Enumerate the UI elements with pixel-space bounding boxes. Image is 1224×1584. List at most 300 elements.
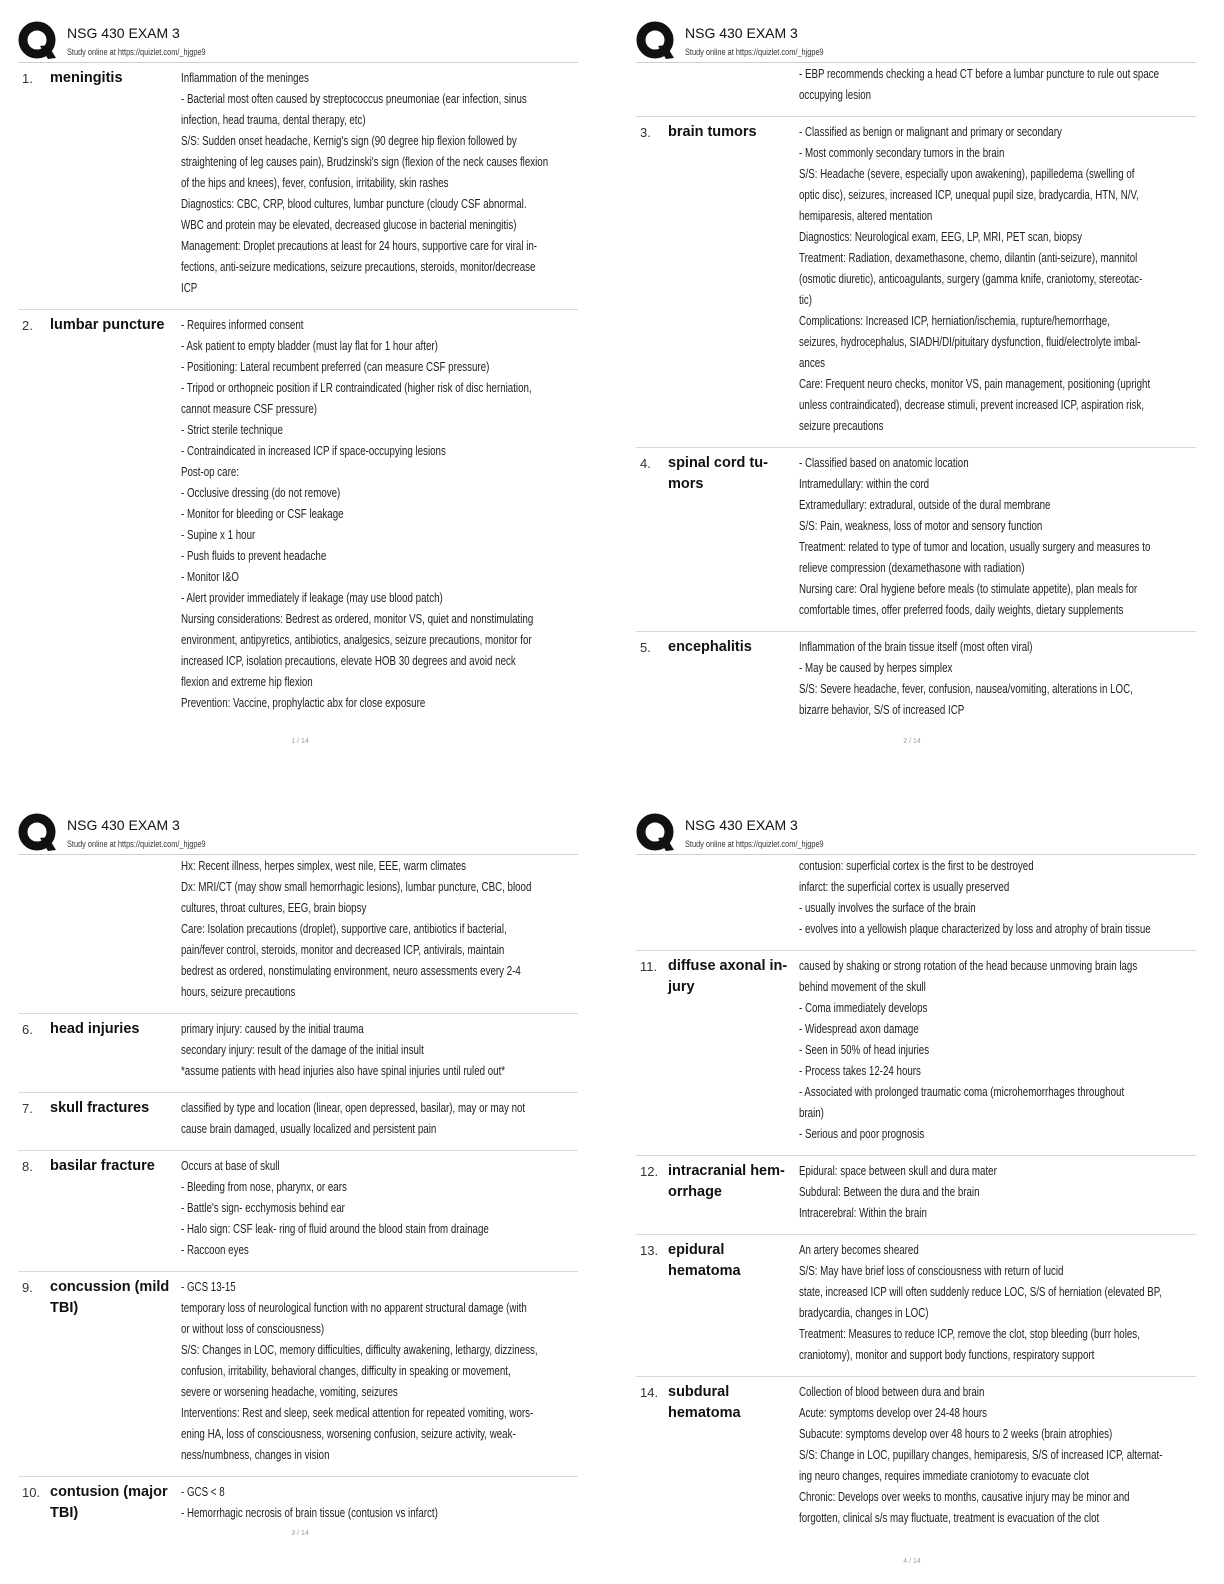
flashcard-list <box>636 63 1196 731</box>
document-title: NSG 430 EXAM 3 <box>67 25 180 41</box>
term-line <box>668 1403 796 1424</box>
definition-line <box>799 1445 1196 1466</box>
flashcard-entry <box>636 632 1196 731</box>
entry-number: 8. <box>22 1159 33 1174</box>
term-text: basilar fracture <box>50 1158 155 1174</box>
definition-line <box>799 856 1196 877</box>
definition-line <box>799 1103 1196 1124</box>
quizlet-q-icon <box>18 813 57 853</box>
definition-line <box>181 1319 578 1340</box>
term-text: meningitis <box>50 70 123 86</box>
definition-line <box>181 651 578 672</box>
definition-line <box>799 1124 1196 1145</box>
definition-line <box>799 1303 1196 1324</box>
definition-line <box>799 679 1196 700</box>
definition-text: - Bacterial most often caused by streptococcus pneumoniae (ear infection, sinus <box>181 92 527 106</box>
definition-line <box>799 919 1196 940</box>
entry-number: 3. <box>640 125 651 140</box>
quizlet-q-icon <box>636 813 675 853</box>
definition-text: - Battle's sign- ecchymosis behind ear <box>181 1201 345 1215</box>
definition-text: Dx: MRI/CT (may show small hemorrhagic lesions), lumbar puncture, CBC, blood <box>181 880 532 894</box>
flashcard-entry <box>636 448 1196 632</box>
definition-text: Occurs at base of skull <box>181 1159 280 1173</box>
definition-text: Inflammation of the brain tissue itself (most often viral) <box>799 640 1033 654</box>
quizlet-q-icon <box>636 21 675 61</box>
definition-text: Care: Frequent neuro checks, monitor VS, pain management, positioning (upright <box>799 377 1151 391</box>
definition-text: Subacute: symptoms develop over 48 hours to 2 weeks (brain atrophies) <box>799 1427 1113 1441</box>
term-text: brain tumors <box>668 124 757 140</box>
definition-line <box>181 236 578 257</box>
entry-number: 11. <box>640 959 658 974</box>
term-line <box>50 1277 178 1298</box>
definition-line <box>181 525 578 546</box>
term-line <box>668 1382 796 1403</box>
definition-text: cannot measure CSF pressure) <box>181 402 318 416</box>
study-online-text[interactable]: Study online at https://quizlet.com/_hjgpe9 <box>685 839 824 849</box>
document-title: NSG 430 EXAM 3 <box>67 817 180 833</box>
term-line <box>668 453 796 474</box>
definition-text: - May be caused by herpes simplex <box>799 661 953 675</box>
definition-text: contusion: superficial cortex is the first to be destroyed <box>799 859 1034 873</box>
definition-text: of the hips and knees), fever, confusion, irritability, skin rashes <box>181 176 449 190</box>
entry-number: 14. <box>640 1385 659 1400</box>
definition-text: - Ask patient to empty bladder (must lay flat for 1 hour after) <box>181 339 438 353</box>
flashcard-entry <box>18 1014 578 1093</box>
entry-number: 5. <box>640 640 651 655</box>
term-line <box>668 1161 796 1182</box>
definition-text: ening HA, loss of consciousness, worsening confusion, seizure activity, weak- <box>181 1427 516 1441</box>
definition <box>181 1482 578 1524</box>
definition-text: An artery becomes sheared <box>799 1243 919 1257</box>
definition-line <box>799 269 1196 290</box>
definition-line <box>181 1424 578 1445</box>
definition-text: - Seen in 50% of head injuries <box>799 1043 930 1057</box>
definition-line <box>181 462 578 483</box>
document-title: NSG 430 EXAM 3 <box>685 25 798 41</box>
term <box>668 453 796 495</box>
definition-text: Intracerebral: Within the brain <box>799 1206 927 1220</box>
definition-line <box>799 956 1196 977</box>
definition-text: increased ICP, isolation precautions, elevate HOB 30 degrees and avoid neck <box>181 654 516 668</box>
definition-text: pain/fever control, steroids, monitor and decreased ICP, antivirals, maintain <box>181 943 505 957</box>
definition-line <box>181 110 578 131</box>
definition-text: ICP <box>181 281 198 295</box>
term <box>50 1277 178 1319</box>
definition-line <box>799 1324 1196 1345</box>
term-text: epidural <box>668 1242 725 1258</box>
term-text: diffuse axonal in- <box>668 958 788 974</box>
definition-line <box>799 1382 1196 1403</box>
definition-text: - Supine x 1 hour <box>181 528 256 542</box>
definition-line <box>181 89 578 110</box>
definition-text: Care: Isolation precautions (droplet), supportive care, antibiotics if bacterial, <box>181 922 507 936</box>
definition-line <box>799 453 1196 474</box>
flashcard-list <box>636 855 1196 1539</box>
definition-text: Acute: symptoms develop over 24-48 hours <box>799 1406 988 1420</box>
definition-line <box>181 152 578 173</box>
page-number: 4 / 14 <box>903 1558 921 1565</box>
flashcard-list <box>18 855 578 1534</box>
definition-text: relieve compression (dexamethasone with radiation) <box>799 561 1025 575</box>
study-online-link[interactable] <box>685 46 985 58</box>
definition-line <box>181 1240 578 1261</box>
definition <box>181 1277 578 1466</box>
definition-text: S/S: Sudden onset headache, Kernig's sign (90 degree hip flexion followed by <box>181 134 517 148</box>
definition-text: cause brain damaged, usually localized and persistent pain <box>181 1122 437 1136</box>
definition-line <box>799 1240 1196 1261</box>
definition-line <box>181 1019 578 1040</box>
definition-text: Management: Droplet precautions at least for 24 hours, supportive care for viral in- <box>181 239 538 253</box>
term-line <box>668 637 796 658</box>
definition-text: - Bleeding from nose, pharynx, or ears <box>181 1180 347 1194</box>
term-line <box>668 1261 796 1282</box>
definition-line <box>181 609 578 630</box>
definition-text: Intramedullary: within the cord <box>799 477 930 491</box>
definition-text: Prevention: Vaccine, prophylactic abx for close exposure <box>181 696 426 710</box>
definition-text: - Strict sterile technique <box>181 423 283 437</box>
term <box>50 1156 178 1177</box>
term <box>668 122 796 143</box>
definition-line <box>181 315 578 336</box>
definition-line <box>799 1508 1196 1529</box>
definition-text: severe or worsening headache, vomiting, seizures <box>181 1385 398 1399</box>
definition-text: Hx: Recent illness, herpes simplex, west nile, EEE, warm climates <box>181 859 467 873</box>
entry-number: 4. <box>640 456 651 471</box>
term-text: contusion (major <box>50 1484 168 1500</box>
definition-text: environment, antipyretics, antibiotics, analgesics, seizure precautions, monitor for <box>181 633 532 647</box>
definition-text: - Positioning: Lateral recumbent preferred (can measure CSF pressure) <box>181 360 490 374</box>
flashcard-entry <box>18 63 578 310</box>
term-line <box>668 1240 796 1261</box>
definition-line <box>181 898 578 919</box>
definition-text: Chronic: Develops over weeks to months, causative injury may be minor and <box>799 1490 1130 1504</box>
definition-line <box>799 164 1196 185</box>
definition <box>181 68 578 299</box>
term-line <box>668 122 796 143</box>
term-line <box>50 1298 178 1319</box>
term-text: lumbar puncture <box>50 317 165 333</box>
quizlet-logo <box>636 21 675 61</box>
study-online-link[interactable] <box>67 838 367 850</box>
definition-text: unless contraindicated), decrease stimuli, prevent increased ICP, aspiration risk, <box>799 398 1145 412</box>
definition-text: hemiparesis, altered mentation <box>799 209 933 223</box>
page-content <box>18 0 578 724</box>
term-text: skull fractures <box>50 1100 150 1116</box>
definition-line <box>181 215 578 236</box>
continued-entry <box>636 63 1196 117</box>
definition-text: occupying lesion <box>799 88 872 102</box>
definition-text: Collection of blood between dura and brain <box>799 1385 985 1399</box>
definition <box>799 1382 1196 1529</box>
page-number: 2 / 14 <box>903 738 921 745</box>
definition-line <box>181 1219 578 1240</box>
definition-text: - Occlusive dressing (do not remove) <box>181 486 341 500</box>
document-page <box>612 0 1224 792</box>
definition-text: secondary injury: result of the damage of the initial insult <box>181 1043 424 1057</box>
definition-line <box>181 1503 578 1524</box>
definition-line <box>181 693 578 714</box>
definition-text: S/S: Headache (severe, especially upon awakening), papilledema (swelling of <box>799 167 1135 181</box>
definition-text: bradycardia, changes in LOC) <box>799 1306 929 1320</box>
page-content <box>636 792 1196 1539</box>
definition-line <box>799 248 1196 269</box>
definition-line <box>181 1382 578 1403</box>
definition-line <box>181 441 578 462</box>
term <box>668 1382 796 1424</box>
definition-line <box>799 332 1196 353</box>
document-title: NSG 430 EXAM 3 <box>685 817 798 833</box>
definition-text: bizarre behavior, S/S of increased ICP <box>799 703 965 717</box>
term-text: head injuries <box>50 1021 140 1037</box>
definition-line <box>181 877 578 898</box>
definition-text: - GCS < 8 <box>181 1485 225 1499</box>
definition-line <box>181 131 578 152</box>
term-line <box>50 1156 178 1177</box>
definition-text: - Alert provider immediately if leakage (may use blood patch) <box>181 591 443 605</box>
definition-text: - Process takes 12-24 hours <box>799 1064 921 1078</box>
flashcard-entry <box>636 951 1196 1156</box>
definition-line <box>799 1040 1196 1061</box>
term-line <box>50 1503 178 1524</box>
definition-text: seizures, hydrocephalus, SIADH/DI/pituitary dysfunction, fluid/electrolyte imbal- <box>799 335 1141 349</box>
definition-line <box>181 567 578 588</box>
page-content <box>18 792 578 1534</box>
definition-line <box>799 579 1196 600</box>
definition-text: Subdural: Between the dura and the brain <box>799 1185 980 1199</box>
definition-text: - Raccoon eyes <box>181 1243 249 1257</box>
definition-line <box>181 1061 578 1082</box>
page-header <box>636 792 1196 855</box>
definition-line <box>181 420 578 441</box>
entry-number: 12. <box>640 1164 659 1179</box>
definition-line <box>799 206 1196 227</box>
definition-text: infarct: the superficial cortex is usually preserved <box>799 880 1010 894</box>
term-text: TBI) <box>50 1300 79 1316</box>
definition-text: primary injury: caused by the initial trauma <box>181 1022 364 1036</box>
flashcard-entry <box>18 1151 578 1272</box>
definition-text: cultures, throat cultures, EEG, brain biopsy <box>181 901 367 915</box>
definition-text: *assume patients with head injuries also have spinal injuries until ruled out* <box>181 1064 506 1078</box>
document-page <box>0 792 612 1584</box>
definition-line <box>799 637 1196 658</box>
term-text: jury <box>668 979 695 995</box>
study-online-link[interactable] <box>67 46 367 58</box>
definition-text: - Monitor I&O <box>181 570 239 584</box>
flashcard-entry <box>636 1377 1196 1539</box>
flashcard-entry <box>18 1093 578 1151</box>
definition-line <box>181 982 578 1003</box>
definition-text: S/S: Severe headache, fever, confusion, nausea/vomiting, alterations in LOC, <box>799 682 1133 696</box>
definition-text: craniotomy), monitor and support body functions, respiratory support <box>799 1348 1095 1362</box>
definition-line <box>799 374 1196 395</box>
definition-text: S/S: May have brief loss of consciousness with return of lucid <box>799 1264 1064 1278</box>
definition-line <box>181 1177 578 1198</box>
definition-text: confusion, irritability, behavioral changes, difficulty in speaking or movement, <box>181 1364 511 1378</box>
definition-line <box>181 1361 578 1382</box>
page-content <box>636 0 1196 731</box>
definition-text: forgotten, clinical s/s may fluctuate, treatment is evacuation of the clot <box>799 1511 1100 1525</box>
document-page <box>612 792 1224 1584</box>
definition-line <box>799 1466 1196 1487</box>
term-line <box>50 1098 178 1119</box>
definition-line <box>181 856 578 877</box>
definition <box>799 1240 1196 1366</box>
definition-line <box>181 630 578 651</box>
study-online-text[interactable]: Study online at https://quizlet.com/_hjgpe9 <box>67 47 206 57</box>
definition <box>181 856 578 1003</box>
definition-line <box>799 185 1196 206</box>
definition-text: - Halo sign: CSF leak- ring of fluid around the blood stain from drainage <box>181 1222 489 1236</box>
study-online-link[interactable] <box>685 838 985 850</box>
definition-text: - GCS 13-15 <box>181 1280 236 1294</box>
definition-line <box>799 658 1196 679</box>
definition-text: comfortable times, offer preferred foods, daily weights, dietary supplements <box>799 603 1124 617</box>
definition-line <box>181 1119 578 1140</box>
definition-text: - Most commonly secondary tumors in the brain <box>799 146 1005 160</box>
definition-line <box>181 546 578 567</box>
term-line <box>50 1482 178 1503</box>
definition-text: - Tripod or orthopneic position if LR contraindicated (higher risk of disc herniation, <box>181 381 532 395</box>
study-online-text[interactable]: Study online at https://quizlet.com/_hjgpe9 <box>685 47 824 57</box>
page-header <box>18 0 578 63</box>
definition-line <box>181 672 578 693</box>
term <box>668 637 796 658</box>
definition-text: Interventions: Rest and sleep, seek medical attention for repeated vomiting, wors- <box>181 1406 534 1420</box>
flashcard-entry <box>18 1477 578 1534</box>
page-header <box>18 792 578 855</box>
definition-text: infection, head trauma, dental therapy, etc) <box>181 113 366 127</box>
page-number: 1 / 14 <box>291 738 309 745</box>
definition-text: - Coma immediately develops <box>799 1001 928 1015</box>
definition-line <box>181 257 578 278</box>
definition-line <box>799 877 1196 898</box>
definition-line <box>799 122 1196 143</box>
definition <box>799 122 1196 437</box>
definition-text: optic disc), seizures, increased ICP, unequal pupil size, bradycardia, HTN, N/V, <box>799 188 1139 202</box>
definition-line <box>181 399 578 420</box>
flashcard-list <box>18 63 578 724</box>
term <box>50 1098 178 1119</box>
definition-text: S/S: Pain, weakness, loss of motor and sensory function <box>799 519 1043 533</box>
definition-text: fections, anti-seizure medications, seizure precautions, steroids, monitor/decrease <box>181 260 536 274</box>
term <box>668 1161 796 1203</box>
definition-line <box>799 64 1196 85</box>
definition-text: - Hemorrhagic necrosis of brain tissue (contusion vs infarct) <box>181 1506 438 1520</box>
definition-line <box>799 495 1196 516</box>
definition-text: - Classified as benign or malignant and primary or secondary <box>799 125 1062 139</box>
definition-line <box>181 378 578 399</box>
entry-number: 2. <box>22 318 33 333</box>
flashcard-entry <box>18 1272 578 1477</box>
definition-line <box>799 143 1196 164</box>
term-line <box>50 68 178 89</box>
definition-text: S/S: Changes in LOC, memory difficulties, difficulty awakening, lethargy, dizziness, <box>181 1343 538 1357</box>
definition-text: temporary loss of neurological function with no apparent structural damage (with <box>181 1301 527 1315</box>
definition-text: ness/numbness, changes in vision <box>181 1448 330 1462</box>
term <box>668 1240 796 1282</box>
term <box>50 1019 178 1040</box>
term <box>50 1482 178 1524</box>
definition-line <box>799 1082 1196 1103</box>
definition-line <box>799 977 1196 998</box>
definition-text: classified by type and location (linear, open depressed, basilar), may or may not <box>181 1101 526 1115</box>
definition-text: - Requires informed consent <box>181 318 304 332</box>
entry-number: 7. <box>22 1101 33 1116</box>
term-text: spinal cord tu- <box>668 455 768 471</box>
quizlet-logo <box>18 813 57 853</box>
flashcard-entry <box>636 1235 1196 1377</box>
entry-number: 13. <box>640 1243 659 1258</box>
definition-text: - EBP recommends checking a head CT before a lumbar puncture to rule out space <box>799 67 1160 81</box>
definition-text: WBC and protein may be elevated, decreased glucose in bacterial meningitis) <box>181 218 517 232</box>
definition <box>181 1019 578 1082</box>
definition-text: Diagnostics: Neurological exam, EEG, LP, MRI, PET scan, biopsy <box>799 230 1083 244</box>
definition-line <box>799 227 1196 248</box>
entry-number: 9. <box>22 1280 33 1295</box>
definition-text: S/S: Change in LOC, pupillary changes, hemiparesis, S/S of increased ICP, alternat- <box>799 1448 1163 1462</box>
definition-line <box>799 1261 1196 1282</box>
definition-line <box>799 998 1196 1019</box>
definition-text: tic) <box>799 293 813 307</box>
definition-line <box>181 1403 578 1424</box>
definition-line <box>799 1203 1196 1224</box>
definition-line <box>181 357 578 378</box>
study-online-text[interactable]: Study online at https://quizlet.com/_hjgpe9 <box>67 839 206 849</box>
definition-line <box>181 1198 578 1219</box>
quizlet-logo <box>636 813 675 853</box>
term-line <box>50 1019 178 1040</box>
term-text: TBI) <box>50 1505 79 1521</box>
definition-text: ances <box>799 356 826 370</box>
definition-text: Post-op care: <box>181 465 239 479</box>
page-header <box>636 0 1196 63</box>
definition-line <box>799 85 1196 106</box>
definition-text: Inflammation of the meninges <box>181 71 309 85</box>
definition-line <box>799 516 1196 537</box>
definition <box>799 64 1196 106</box>
definition-text: bedrest as ordered, nonstimulating environment, neuro assessments every 2-4 <box>181 964 521 978</box>
definition-line <box>799 898 1196 919</box>
term-text: subdural <box>668 1384 730 1400</box>
term-text: orrhage <box>668 1184 722 1200</box>
definition-line <box>799 1161 1196 1182</box>
definition-text: ing neuro changes, requires immediate craniotomy to evacuate clot <box>799 1469 1089 1483</box>
term-text: mors <box>668 476 704 492</box>
definition-text: Nursing considerations: Bedrest as ordered, monitor VS, quiet and nonstimulating <box>181 612 534 626</box>
quizlet-logo <box>18 21 57 61</box>
quizlet-q-icon <box>18 21 57 61</box>
definition-text: Extramedullary: extradural, outside of the dural membrane <box>799 498 1051 512</box>
page-number: 3 / 14 <box>291 1530 309 1537</box>
definition-text: - evolves into a yellowish plaque characterized by loss and atrophy of brain tissue <box>799 922 1151 936</box>
definition-line <box>799 537 1196 558</box>
definition-line <box>181 336 578 357</box>
term <box>668 956 796 998</box>
definition-line <box>181 68 578 89</box>
continued-entry <box>636 855 1196 951</box>
definition-text: straightening of leg causes pain), Brudzinski's sign (flexion of the neck causes flexion <box>181 155 549 169</box>
term-text: encephalitis <box>668 639 752 655</box>
definition-text: - Serious and poor prognosis <box>799 1127 925 1141</box>
definition-text: brain) <box>799 1106 824 1120</box>
definition-text: - Widespread axon damage <box>799 1022 919 1036</box>
definition <box>799 1161 1196 1224</box>
definition-line <box>799 353 1196 374</box>
document-page <box>0 0 612 792</box>
definition-line <box>181 940 578 961</box>
definition-line <box>181 1445 578 1466</box>
definition-line <box>181 504 578 525</box>
